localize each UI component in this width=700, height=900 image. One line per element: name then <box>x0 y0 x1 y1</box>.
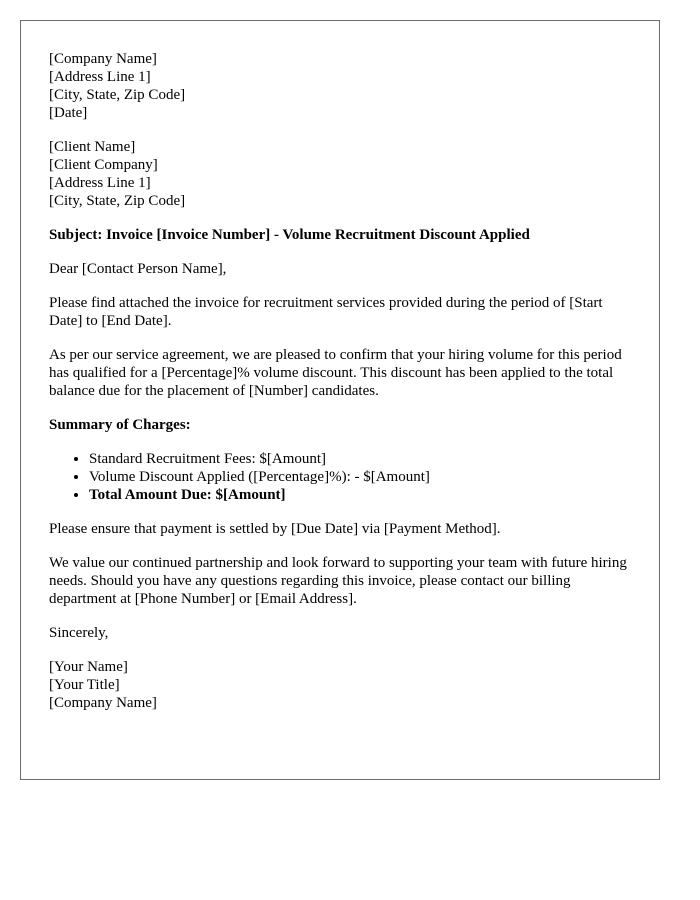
recipient-city-state-zip: [City, State, Zip Code] <box>49 193 186 209</box>
subject-line: Subject: Invoice [Invoice Number] - Volume Recruitment Discount Applied <box>49 227 530 243</box>
payment-note: Please ensure that payment is settled by [Due Date] via [Payment Method]. <box>49 521 501 537</box>
signature-block <box>49 658 631 712</box>
closing-paragraph: We value our continued partnership and look forward to supporting your team with future hiring needs. Should you have any questions regarding this invoice, please contact our billing department at [Phone Number] or [Email Address]. <box>49 555 627 607</box>
charge-standard-fees: • Standard Recruitment Fees: $[Amount] <box>89 450 631 468</box>
recipient-client-name: [Client Name] <box>49 139 136 155</box>
charge-volume-discount: • Volume Discount Applied ([Percentage]%): - $[Amount] <box>89 468 631 486</box>
letter-date: [Date] <box>49 105 88 121</box>
letter-page <box>20 20 660 780</box>
sender-city-state-zip: [City, State, Zip Code] <box>49 87 186 103</box>
sender-address-line-1: [Address Line 1] <box>49 69 151 85</box>
summary-heading: Summary of Charges: <box>49 417 191 433</box>
recipient-address <box>49 138 631 210</box>
recipient-address-line-1: [Address Line 1] <box>49 175 151 191</box>
sign-off: Sincerely, <box>49 625 109 641</box>
discount-paragraph: As per our service agreement, we are pleased to confirm that your hiring volume for this period has qualified for a [Percentage]% volume discount. This discount has been applied to the total balance due for the placement of [Number] candidates. <box>49 347 622 399</box>
intro-paragraph: Please find attached the invoice for recruitment services provided during the period of [Start Date] to [End Date]. <box>49 295 603 329</box>
salutation: Dear [Contact Person Name], <box>49 261 227 277</box>
signature-name: [Your Name] <box>49 659 128 675</box>
signature-title: [Your Title] <box>49 677 120 693</box>
sender-address <box>49 50 631 122</box>
charges-list <box>49 450 631 504</box>
charge-total-due: • Total Amount Due: $[Amount] <box>89 486 631 504</box>
recipient-client-company: [Client Company] <box>49 157 158 173</box>
sender-company-name: [Company Name] <box>49 51 157 67</box>
signature-company: [Company Name] <box>49 695 157 711</box>
